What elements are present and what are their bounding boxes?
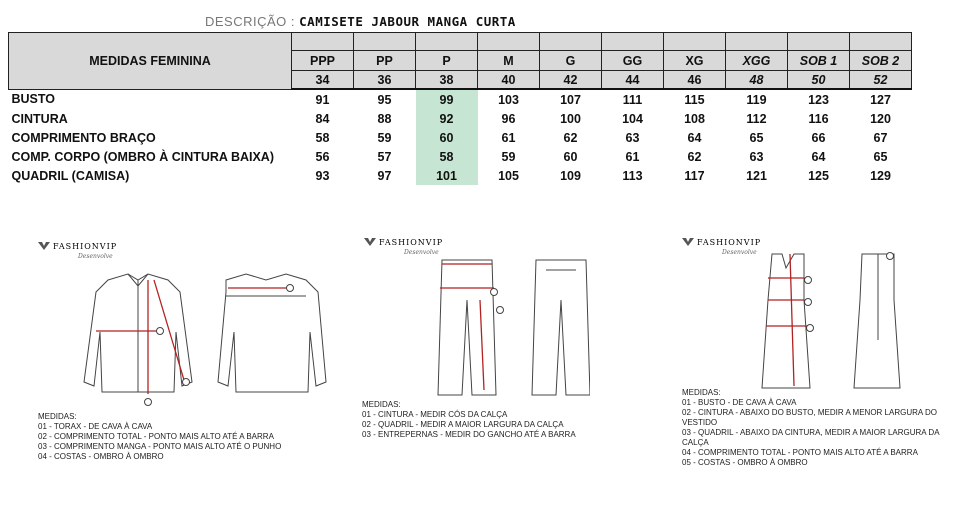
dress-sketch <box>678 230 918 390</box>
svg-text:Desenvolve: Desenvolve <box>404 249 439 256</box>
cell: 59 <box>354 128 416 147</box>
table-title: MEDIDAS FEMININA <box>9 33 292 90</box>
size-number: 46 <box>664 71 726 90</box>
row-label: BUSTO <box>9 89 292 109</box>
cell: 103 <box>478 89 540 109</box>
cell: 63 <box>602 128 664 147</box>
size-label: SOB 1 <box>788 51 850 71</box>
row-label: COMP. CORPO (OMBRO À CINTURA BAIXA) <box>9 147 292 166</box>
description-label: DESCRIÇÃO : <box>205 14 296 29</box>
cell: 120 <box>850 109 912 128</box>
svg-text:FASHIONVIP: FASHIONVIP <box>379 238 444 247</box>
cell: 62 <box>664 147 726 166</box>
cell: 104 <box>602 109 664 128</box>
size-label: XG <box>664 51 726 71</box>
size-label: PPP <box>292 51 354 71</box>
table-row <box>9 89 912 109</box>
svg-text:Desenvolve: Desenvolve <box>722 249 757 256</box>
size-label: PP <box>354 51 416 71</box>
table-row <box>9 109 912 128</box>
brand-logo <box>38 242 117 260</box>
size-number: 50 <box>788 71 850 90</box>
cell: 112 <box>726 109 788 128</box>
cell-highlighted: 101 <box>416 166 478 185</box>
size-label: P <box>416 51 478 71</box>
cell-highlighted: 60 <box>416 128 478 147</box>
svg-text:FASHIONVIP: FASHIONVIP <box>697 238 762 247</box>
cell: 64 <box>664 128 726 147</box>
cell: 65 <box>726 128 788 147</box>
cell: 93 <box>292 166 354 185</box>
cell: 125 <box>788 166 850 185</box>
cell: 129 <box>850 166 912 185</box>
cell: 58 <box>292 128 354 147</box>
cell: 111 <box>602 89 664 109</box>
row-label: QUADRIL (CAMISA) <box>9 166 292 185</box>
brand-logo <box>364 238 443 256</box>
cell: 61 <box>602 147 664 166</box>
table-row <box>9 147 912 166</box>
brand-logo <box>682 238 761 256</box>
cell: 127 <box>850 89 912 109</box>
cell: 59 <box>478 147 540 166</box>
size-table <box>8 32 912 185</box>
cell: 117 <box>664 166 726 185</box>
row-label: CINTURA <box>9 109 292 128</box>
shirt-caption: MEDIDAS: 01 - TORAX - DE CAVA À CAVA 02 - COMPRIMENTO TOTAL - PONTO MAIS ALTO ATÉ A BARRA 03 - COMPRIMENTO MANGA - PONTO MAIS ALTO ATÉ O PUNHO 04 - COSTAS - OMBRO À OMBRO <box>38 412 282 461</box>
size-label: SOB 2 <box>850 51 912 71</box>
pants-sketch <box>360 230 590 400</box>
size-label: XGG <box>726 51 788 71</box>
cell: 116 <box>788 109 850 128</box>
cell: 109 <box>540 166 602 185</box>
size-number: 34 <box>292 71 354 90</box>
cell-highlighted: 58 <box>416 147 478 166</box>
cell: 115 <box>664 89 726 109</box>
cell: 88 <box>354 109 416 128</box>
brand-sub: Desenvolve <box>78 253 113 260</box>
size-label: GG <box>602 51 664 71</box>
cell-highlighted: 92 <box>416 109 478 128</box>
size-header-row-blank <box>9 33 912 51</box>
cell: 84 <box>292 109 354 128</box>
size-number: 42 <box>540 71 602 90</box>
cell: 121 <box>726 166 788 185</box>
cell: 62 <box>540 128 602 147</box>
row-label: COMPRIMENTO BRAÇO <box>9 128 292 147</box>
cell: 107 <box>540 89 602 109</box>
table-row <box>9 166 912 185</box>
cell: 67 <box>850 128 912 147</box>
cell: 96 <box>478 109 540 128</box>
cell: 56 <box>292 147 354 166</box>
size-number: 52 <box>850 71 912 90</box>
brand-name: FASHIONVIP <box>53 242 118 251</box>
size-number: 38 <box>416 71 478 90</box>
cell: 123 <box>788 89 850 109</box>
size-number: 40 <box>478 71 540 90</box>
cell: 95 <box>354 89 416 109</box>
cell: 105 <box>478 166 540 185</box>
cell: 119 <box>726 89 788 109</box>
cell: 91 <box>292 89 354 109</box>
cell: 60 <box>540 147 602 166</box>
cell: 100 <box>540 109 602 128</box>
cell: 65 <box>850 147 912 166</box>
size-number: 36 <box>354 71 416 90</box>
dress-caption: MEDIDAS: 01 - BUSTO - DE CAVA À CAVA 02 - CINTURA - ABAIXO DO BUSTO, MEDIR A MENOR LARGURA DO VESTIDO 03 - QUADRIL - ABAIXO DA CINTURA, MEDIR A MAIOR LARGURA DA CALÇA 04 - COMPRIMENTO TOTAL - PONTO MAIS ALTO ATÉ A BARRA 05 - COSTAS - OMBRO À OMBRO <box>682 388 940 467</box>
description <box>205 14 516 29</box>
size-number: 44 <box>602 71 664 90</box>
shirt-sketch <box>30 232 330 410</box>
size-label: G <box>540 51 602 71</box>
cell: 108 <box>664 109 726 128</box>
table-row <box>9 128 912 147</box>
cell: 57 <box>354 147 416 166</box>
cell: 64 <box>788 147 850 166</box>
size-number: 48 <box>726 71 788 90</box>
cell: 61 <box>478 128 540 147</box>
cell: 97 <box>354 166 416 185</box>
pants-caption: MEDIDAS: 01 - CINTURA - MEDIR CÓS DA CALÇA 02 - QUADRIL - MEDIR A MAIOR LARGURA DA CALÇA 03 - ENTREPERNAS - MEDIR DO GANCHO ATÉ A BARRA <box>362 400 576 439</box>
description-value: CAMISETE JABOUR MANGA CURTA <box>299 14 516 29</box>
cell: 66 <box>788 128 850 147</box>
cell: 113 <box>602 166 664 185</box>
size-label: M <box>478 51 540 71</box>
cell: 63 <box>726 147 788 166</box>
cell-highlighted: 99 <box>416 89 478 109</box>
